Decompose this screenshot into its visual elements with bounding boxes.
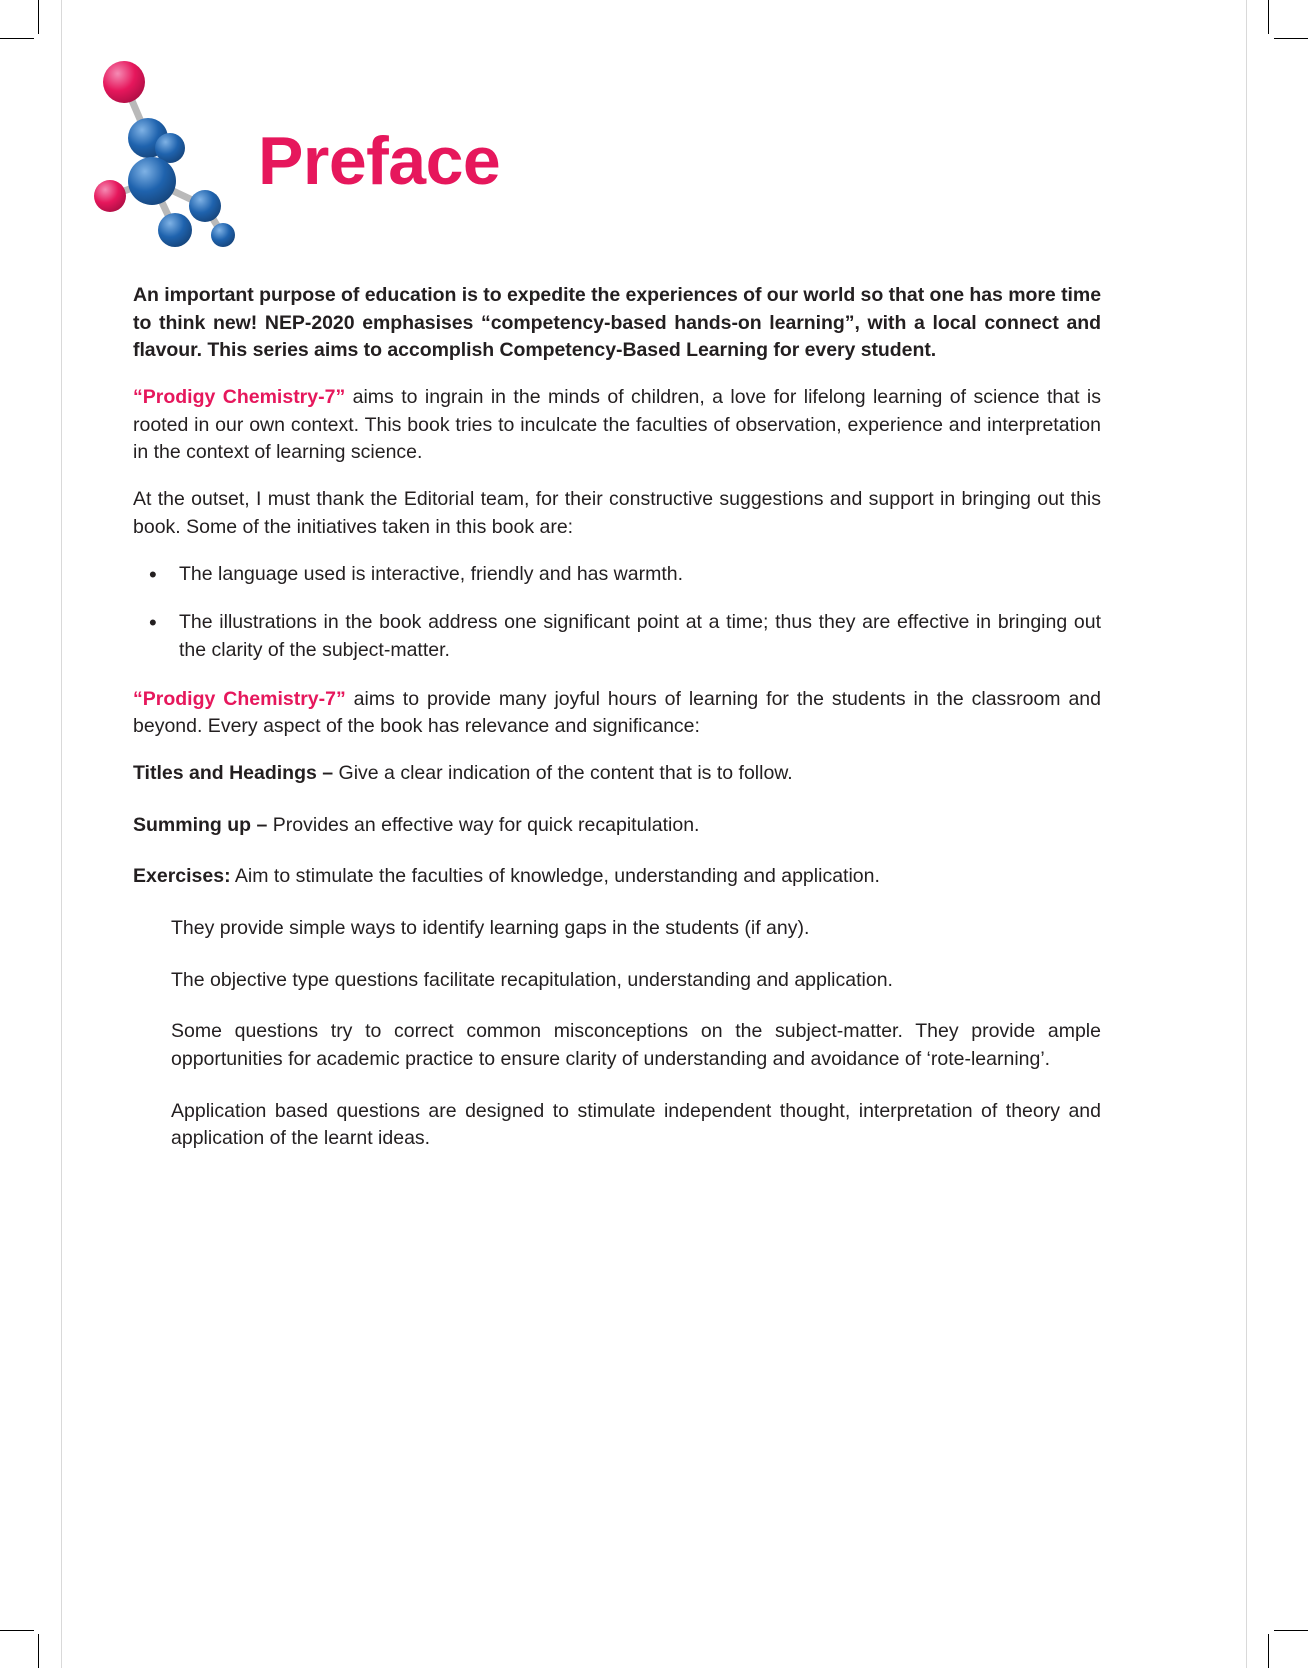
trim-rule-right [1246, 0, 1247, 1668]
crop-mark-top-left-vertical [38, 0, 39, 34]
feature-label: Summing up – [133, 813, 268, 836]
feature-label: Exercises: [133, 865, 231, 888]
trim-rule-left [61, 0, 62, 1668]
exercise-note: The objective type questions facilitate recapitulation, understanding and application. [171, 968, 893, 991]
brand-name-1: “Prodigy Chemistry-7” [133, 386, 346, 409]
feature-label: Titles and Headings – [133, 761, 334, 784]
feature-titles-and-headings [133, 760, 1101, 788]
crop-mark-bottom-left-horizontal [0, 1630, 34, 1631]
preface-body [133, 282, 1101, 1172]
exercise-note: They provide simple ways to identify learning gaps in the students (if any). [171, 917, 810, 939]
paragraph-prodigy-joyful [133, 686, 1101, 741]
exercise-note: Some questions try to correct common misconceptions on the subject-matter. They provide ample opportunities for academic practice to ensure clarity of understanding and avoidance of ‘rote-learning’. [171, 1020, 1101, 1071]
feature-text: Aim to stimulate the faculties of knowledge, understanding and application. [230, 865, 880, 888]
paragraph-prodigy-intro [133, 384, 1101, 467]
paragraph-editorial-thanks: At the outset, I must thank the Editorial team, for their constructive suggestions and support in bringing out this book. Some of the initiatives taken in this book are: [133, 488, 1101, 538]
list-item: • The illustrations in the book address one significant point at a time; thus they are effective in bringing out the clarity of the subject-matter. [133, 609, 1101, 664]
feature-exercises [133, 863, 1101, 891]
feature-text: Give a clear indication of the content that is to follow. [333, 761, 793, 784]
crop-mark-bottom-right-horizontal [1274, 1630, 1308, 1631]
crop-mark-bottom-right-vertical [1268, 1634, 1269, 1668]
initiatives-list [133, 561, 1101, 665]
brand-name-2: “Prodigy Chemistry-7” [133, 687, 346, 710]
feature-text: Provides an effective way for quick recapitulation. [267, 813, 700, 836]
exercise-note: Application based questions are designed to stimulate independent thought, interpretation of theory and application of the learnt ideas. [171, 1099, 1101, 1150]
page-header [80, 55, 600, 255]
lead-paragraph: An important purpose of education is to expedite the experiences of our world so that one has more time to think new! NEP-2020 emphasises “competency-based hands-on learning”, with a local connect and flavour. This series aims to accomplish Competency-Based Learning for every student. [133, 284, 1101, 362]
crop-mark-bottom-left-vertical [38, 1634, 39, 1668]
paragraph-prodigy-joyful-text: aims to provide many joyful hours of learning for the students in the classroom and beyond. Every aspect of the book has relevance and significance: [133, 687, 1101, 738]
crop-mark-top-right-vertical [1268, 0, 1269, 34]
crop-mark-top-right-horizontal [1274, 38, 1308, 39]
molecule-icon [80, 55, 270, 255]
paragraph-prodigy-intro-text: aims to ingrain in the minds of children, a love for lifelong learning of science that is rooted in our own context. This book tries to inculcate the faculties of observation, experience and interpretation in the context of learning science. [133, 386, 1101, 464]
crop-mark-top-left-horizontal [0, 38, 34, 39]
page-title: Preface [258, 123, 501, 199]
list-item: • The language used is interactive, friendly and has warmth. [133, 561, 1101, 589]
feature-summing-up [133, 812, 1101, 840]
